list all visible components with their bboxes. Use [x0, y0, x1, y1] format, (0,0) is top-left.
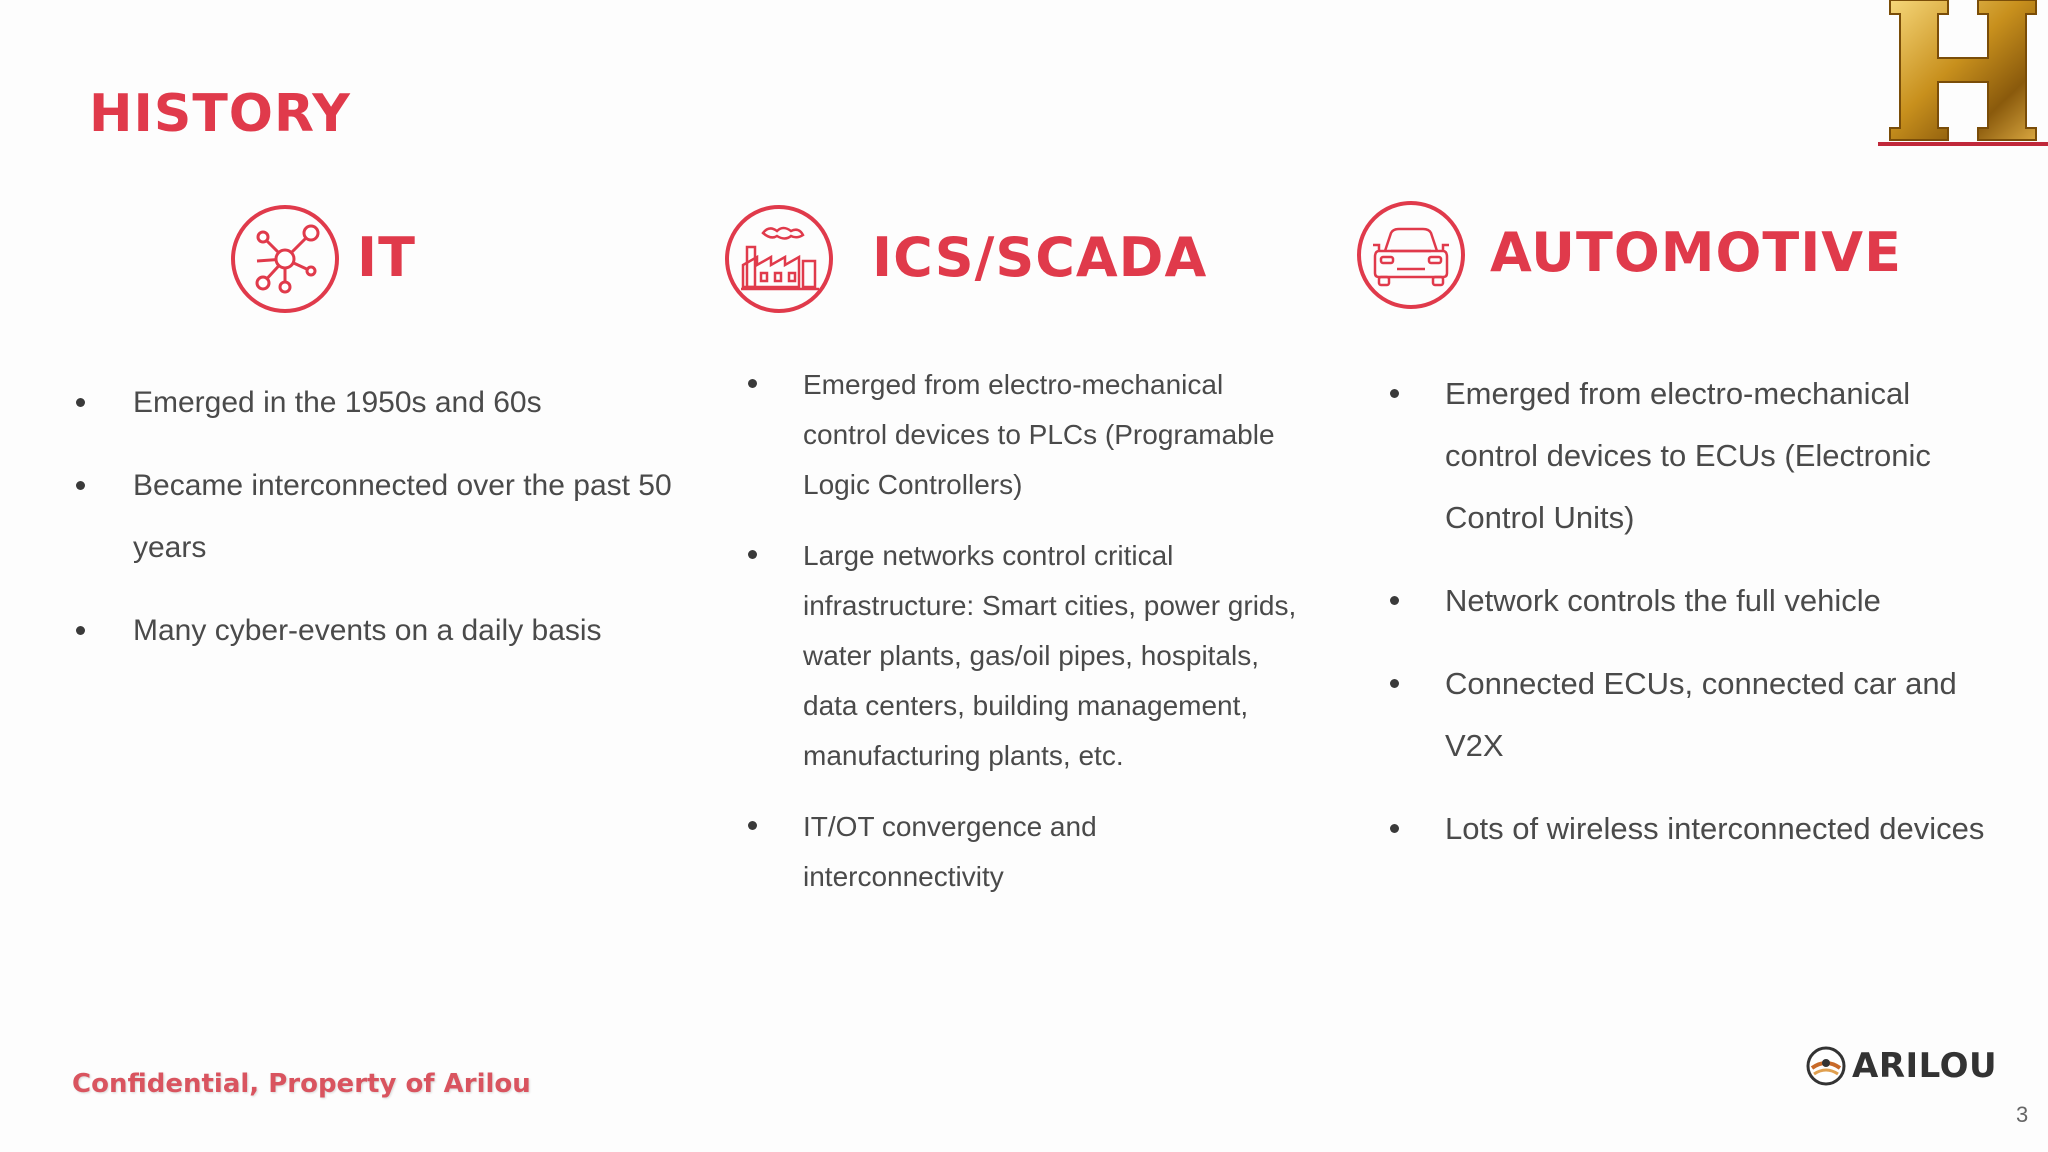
bullet-dot: [1390, 389, 1399, 398]
bullet-list-it: [133, 372, 693, 683]
arilou-logo: [1806, 1043, 1997, 1089]
bullet-dot: [748, 821, 757, 830]
bullet-dot: [1390, 679, 1399, 688]
bullet-text: Lots of wireless interconnected devices: [1445, 811, 1985, 846]
column-heading-it: IT: [357, 226, 416, 289]
bullet-text: Emerged from electro-mechanical control devices to ECUs (Electronic Control Units): [1445, 376, 1931, 535]
bullet-text: Became interconnected over the past 50 years: [133, 469, 672, 564]
brand-name: ARILOU: [1852, 1046, 1998, 1086]
bullet-dot: [1390, 824, 1399, 833]
arilou-emblem-icon: [1806, 1046, 1846, 1086]
list-item: [1445, 653, 1985, 777]
bullet-text: Large networks control critical infrastructure: Smart cities, power grids, water plants, gas/oil pipes, hospitals, data centers, building management, manufacturing plants, etc.: [803, 540, 1297, 771]
list-item: [133, 600, 693, 662]
bullet-text: Emerged in the 1950s and 60s: [133, 386, 542, 419]
page-number: 3: [2016, 1102, 2029, 1127]
bullet-text: Connected ECUs, connected car and V2X: [1445, 666, 1957, 763]
list-item: [803, 802, 1303, 902]
bullet-text: Network controls the full vehicle: [1445, 583, 1881, 618]
factory-icon: [723, 203, 835, 315]
bullet-text: IT/OT convergence and interconnectivity: [803, 811, 1097, 892]
bullet-text: Emerged from electro-mechanical control devices to PLCs (Programable Logic Controllers): [803, 369, 1275, 500]
confidential-footer: Confidential, Property of Arilou: [72, 1069, 531, 1099]
car-icon: [1355, 199, 1467, 311]
list-item: [133, 455, 693, 579]
bullet-list-automotive: [1445, 363, 1985, 881]
list-item: [803, 531, 1303, 781]
bullet-dot: [1390, 596, 1399, 605]
history-h-logo-icon: [1878, 0, 2048, 150]
list-item: [1445, 363, 1985, 549]
bullet-dot: [748, 379, 757, 388]
slide-title: HISTORY: [89, 84, 351, 144]
network-nodes-icon: [229, 203, 341, 315]
bullet-list-ics-scada: [803, 360, 1303, 923]
list-item: [133, 372, 693, 434]
column-heading-ics-scada: ICS/SCADA: [872, 226, 1208, 289]
list-item: [1445, 570, 1985, 632]
bullet-dot: [76, 481, 85, 490]
bullet-dot: [76, 626, 85, 635]
column-heading-automotive: AUTOMOTIVE: [1490, 221, 1902, 284]
list-item: [1445, 798, 1985, 860]
list-item: [803, 360, 1303, 510]
bullet-dot: [76, 398, 85, 407]
bullet-dot: [748, 550, 757, 559]
bullet-text: Many cyber-events on a daily basis: [133, 614, 602, 647]
